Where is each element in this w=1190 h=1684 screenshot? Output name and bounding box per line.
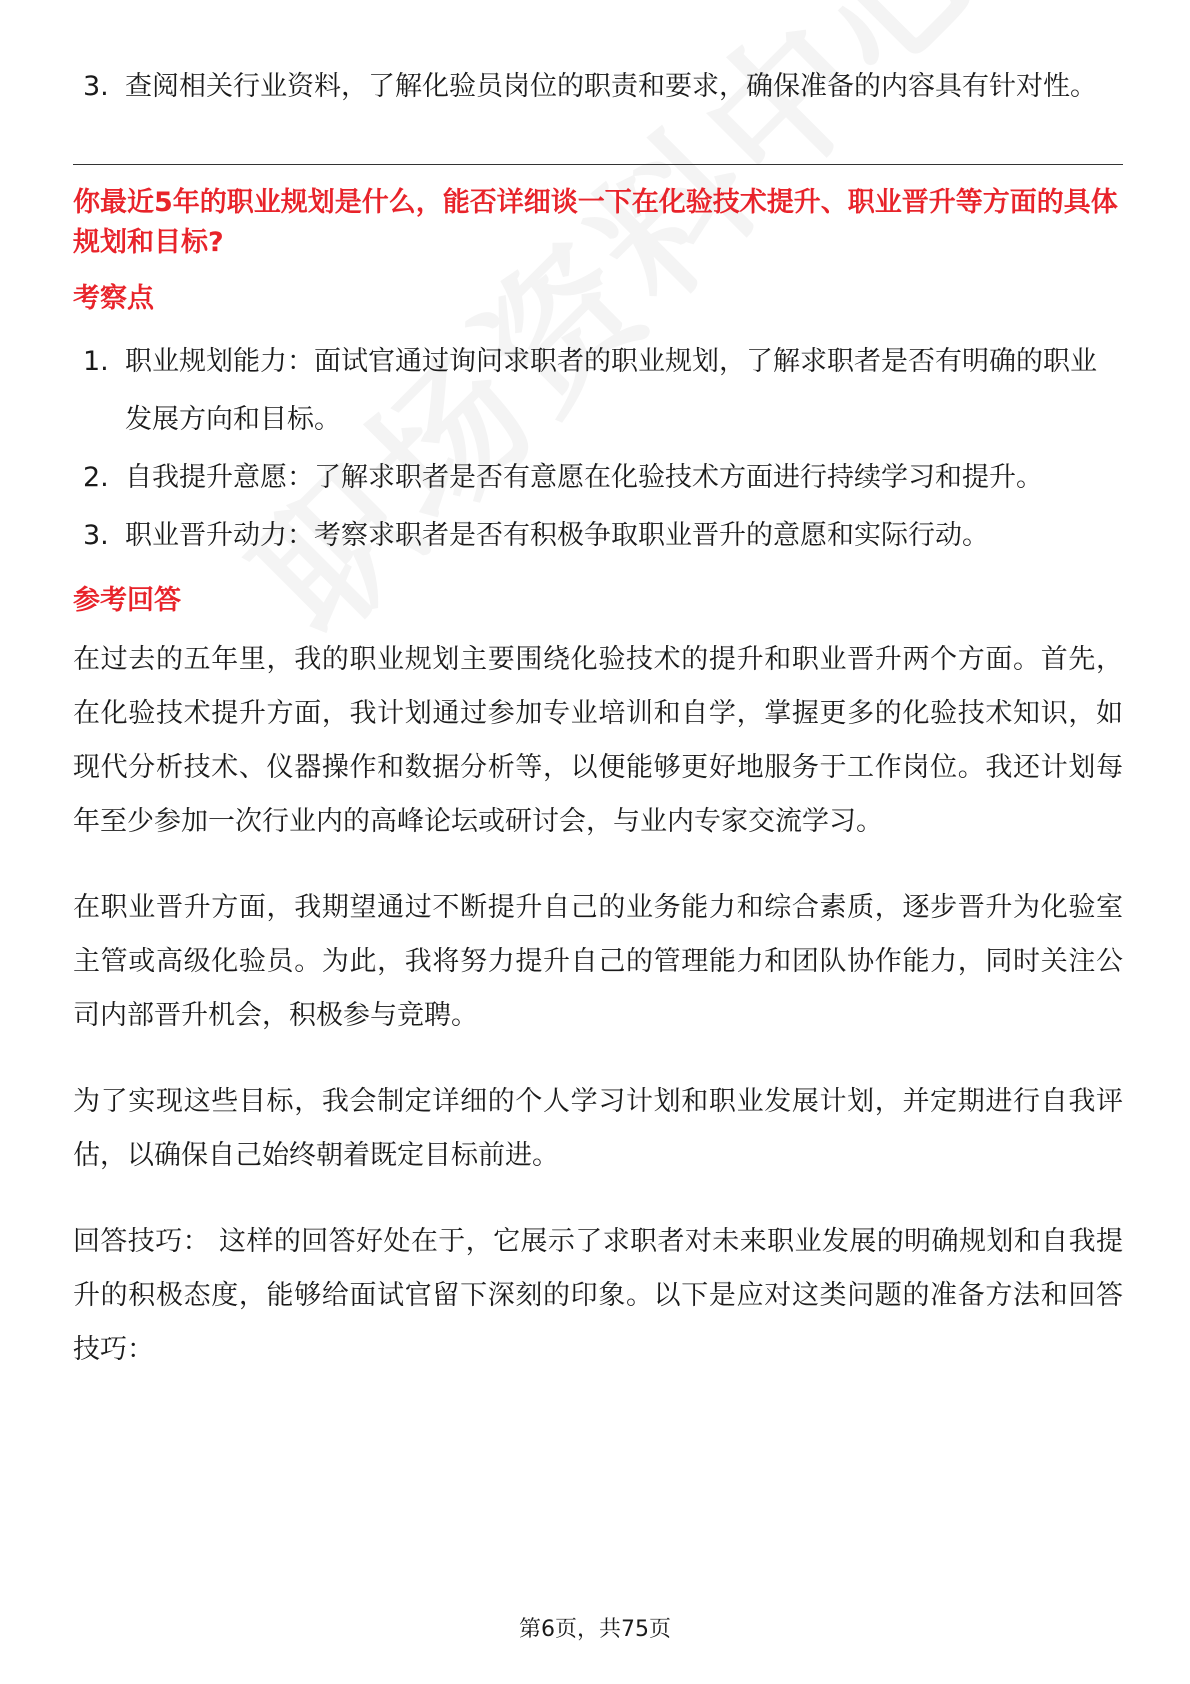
list-text: 自我提升意愿：了解求职者是否有意愿在化验技术方面进行持续学习和提升。 [125, 462, 1043, 493]
page-content [73, 58, 1123, 1409]
list-number: 2. [83, 462, 109, 493]
list-text: 职业规划能力：面试官通过询问求职者的职业规划，了解求职者是否有明确的职业发展方向和目标。 [125, 346, 1097, 435]
exam-points-heading: 考察点 [73, 283, 154, 314]
page-footer: 第6页，共75页 [519, 1617, 671, 1642]
list-number: 3. [83, 71, 109, 102]
question-heading: 你最近5年的职业规划是什么，能否详细谈一下在化验技术提升、职业晋升等方面的具体规划和目标? [73, 187, 1118, 258]
answer-paragraph: 为了实现这些目标，我会制定详细的个人学习计划和职业发展计划，并定期进行自我评估，以确保自己始终朝着既定目标前进。 [73, 1086, 1123, 1171]
exam-points-list [73, 333, 1123, 565]
list-item [73, 333, 1123, 449]
answer-heading: 参考回答 [73, 585, 181, 616]
section-divider [73, 164, 1123, 165]
answer-paragraph: 在过去的五年里，我的职业规划主要围绕化验技术的提升和职业晋升两个方面。首先，在化验技术提升方面，我计划通过参加专业培训和自学，掌握更多的化验技术知识，如现代分析技术、仪器操作和数据分析等，以便能够更好地服务于工作岗位。我还计划每年至少参加一次行业内的高峰论坛或研讨会，与业内专家交流学习。 [73, 644, 1123, 837]
list-number: 1. [83, 346, 109, 377]
top-list [73, 58, 1123, 116]
list-text: 查阅相关行业资料，了解化验员岗位的职责和要求，确保准备的内容具有针对性。 [125, 71, 1097, 102]
list-item [73, 507, 1123, 565]
list-item [73, 58, 1123, 116]
answer-paragraph: 在职业晋升方面，我期望通过不断提升自己的业务能力和综合素质，逐步晋升为化验室主管或高级化验员。为此，我将努力提升自己的管理能力和团队协作能力，同时关注公司内部晋升机会，积极参与竞聘。 [73, 892, 1123, 1031]
answer-tips-paragraph: 回答技巧： 这样的回答好处在于，它展示了求职者对未来职业发展的明确规划和自我提升的积极态度，能够给面试官留下深刻的印象。以下是应对这类问题的准备方法和回答技巧： [73, 1226, 1123, 1365]
list-number: 3. [83, 520, 109, 551]
list-text: 职业晋升动力：考察求职者是否有积极争取职业晋升的意愿和实际行动。 [125, 520, 989, 551]
list-item [73, 449, 1123, 507]
